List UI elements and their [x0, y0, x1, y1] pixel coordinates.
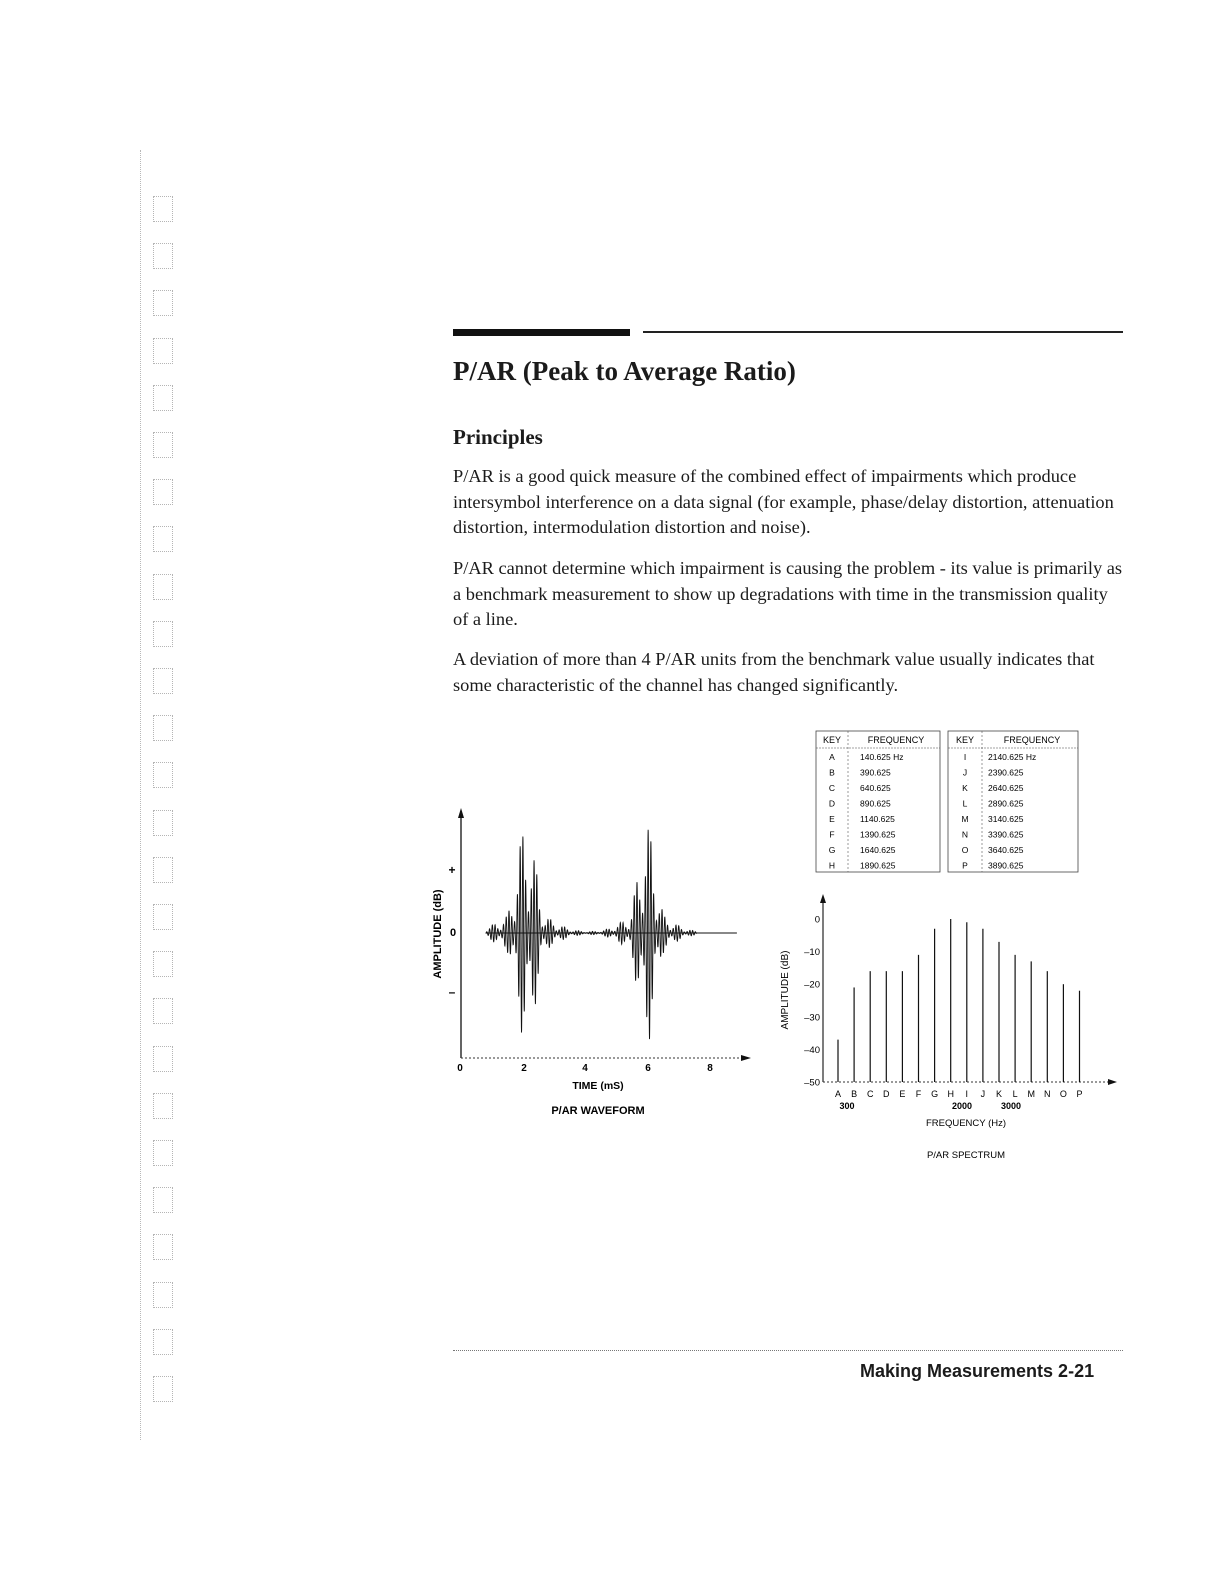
binder-hole	[153, 290, 173, 316]
frequency-cell: 390.625	[860, 767, 891, 778]
waveform-x-tick-0: 0	[457, 1063, 463, 1074]
binder-hole	[153, 1187, 173, 1213]
frequency-header-left: FREQUENCY	[867, 735, 925, 745]
waveform-x-tick-8: 8	[707, 1063, 713, 1074]
binder-hole	[153, 526, 173, 552]
binder-hole	[153, 715, 173, 741]
key-header-left: KEY	[822, 735, 842, 745]
spectrum-category-label: F	[915, 1089, 922, 1099]
heading-rule-thick	[453, 329, 630, 336]
spectrum-x-arrow	[1108, 1079, 1117, 1085]
frequency-cell: 3640.625	[988, 845, 1024, 855]
key-cell: C	[828, 783, 836, 793]
waveform-xlabel: TIME (mS)	[572, 1080, 624, 1092]
spectrum-category-label: H	[947, 1089, 954, 1099]
spectrum-y-tick: 0	[814, 914, 820, 926]
spectrum-category-label: I	[965, 1089, 969, 1099]
paragraph-1: P/AR is a good quick measure of the combined effect of impairments which produce intersymbol interference on a data signal (for example, phase/delay distortion, attenuation distortion, intermodulation distortion and noise).	[453, 466, 1114, 537]
binder-hole	[153, 857, 173, 883]
spectrum-category-label: B	[851, 1089, 858, 1099]
heading-rule-thin	[643, 331, 1123, 333]
key-cell: F	[829, 829, 835, 840]
spectrum-y-tick: –30	[804, 1012, 820, 1024]
frequency-cell: 3390.625	[988, 829, 1024, 840]
frequency-cell: 2890.625	[988, 798, 1024, 809]
key-cell: K	[962, 783, 968, 793]
waveform-x-arrow	[741, 1055, 751, 1061]
spectrum-title: P/AR SPECTRUM	[926, 1150, 1006, 1161]
frequency-cell: 3140.625	[988, 814, 1024, 824]
frequency-cell: 1140.625	[860, 814, 895, 824]
spectrum-y-tick: –20	[804, 979, 820, 991]
binder-hole	[153, 385, 173, 411]
spectrum-category-label: J	[980, 1089, 986, 1099]
spectrum-category-label: G	[931, 1089, 939, 1099]
binder-hole	[153, 1282, 173, 1308]
frequency-cell: 2390.625	[988, 767, 1024, 778]
key-cell: I	[963, 752, 967, 762]
waveform-x-tick-2: 2	[521, 1063, 527, 1074]
key-cell: J	[962, 767, 968, 778]
frequency-cell: 2640.625	[988, 783, 1024, 793]
binder-hole	[153, 810, 173, 836]
binder-hole	[153, 668, 173, 694]
spectrum-category-label: L	[1012, 1089, 1018, 1099]
binder-hole	[153, 1234, 173, 1260]
spectrum-category-label: E	[899, 1089, 906, 1099]
key-table	[812, 728, 1084, 878]
binder-hole	[153, 574, 173, 600]
key-cell: M	[961, 814, 969, 824]
spectrum-chart	[776, 890, 1121, 1172]
spectrum-category-label: M	[1027, 1089, 1035, 1099]
waveform-caption: P/AR WAVEFORM	[551, 1105, 645, 1117]
waveform-x-tick-6: 6	[645, 1063, 651, 1074]
paragraph-3: A deviation of more than 4 P/AR units from the benchmark value usually indicates that some characteristic of the channel has changed significantly.	[453, 649, 1095, 695]
frequency-cell: 3890.625	[988, 860, 1024, 871]
key-cell: L	[962, 798, 968, 809]
binder-hole	[153, 904, 173, 930]
binder-hole	[153, 1093, 173, 1119]
binder-hole	[153, 1376, 173, 1402]
waveform-trace	[486, 830, 737, 1039]
waveform-y-tick-plus: +	[448, 863, 456, 877]
frequency-cell: 140.625 Hz	[860, 752, 904, 762]
spectrum-freq-label-3000: 3000	[1000, 1101, 1022, 1111]
spectrum-category-label: N	[1044, 1089, 1051, 1099]
frequency-cell: 1390.625	[860, 829, 896, 840]
key-cell: G	[828, 845, 836, 855]
binder-hole	[153, 951, 173, 977]
frequency-cell: 1640.625	[860, 845, 896, 855]
key-cell: B	[829, 767, 835, 778]
key-cell: P	[962, 860, 968, 871]
spectrum-category-label: P	[1076, 1089, 1083, 1099]
key-cell: H	[828, 860, 836, 871]
waveform-figure	[425, 800, 765, 1125]
binder-hole	[153, 432, 173, 458]
spectrum-category-label: K	[995, 1089, 1003, 1099]
binder-hole	[153, 621, 173, 647]
binder-hole	[153, 196, 173, 222]
spectrum-category-label: A	[834, 1089, 842, 1099]
spectrum-y-arrow	[820, 894, 826, 903]
frequency-cell: 1890.625	[860, 860, 896, 871]
binder-hole	[153, 1329, 173, 1355]
waveform-y-arrow	[458, 808, 464, 818]
section-subtitle: Principles	[453, 425, 543, 449]
key-cell: A	[829, 752, 835, 762]
binder-margin-line	[140, 150, 141, 1440]
frequency-cell: 640.625	[860, 783, 891, 793]
binder-hole	[153, 1140, 173, 1166]
spectrum-category-label: C	[866, 1089, 874, 1099]
frequency-header-right: FREQUENCY	[1003, 735, 1061, 745]
waveform-ylabel: AMPLITUDE (dB)	[432, 889, 444, 979]
spectrum-xlabel: FREQUENCY (Hz)	[925, 1118, 1007, 1129]
waveform-x-tick-4: 4	[582, 1063, 588, 1074]
binder-hole	[153, 998, 173, 1024]
spectrum-y-tick: –10	[804, 947, 820, 959]
binder-hole	[153, 338, 173, 364]
waveform-y-tick-minus: –	[448, 985, 456, 999]
spectrum-category-label: O	[1059, 1089, 1067, 1099]
spectrum-y-tick: –50	[804, 1077, 820, 1089]
spectrum-freq-label-2000: 2000	[951, 1101, 973, 1111]
key-cell: O	[961, 845, 969, 855]
spectrum-freq-label-300: 300	[839, 1101, 855, 1111]
binder-hole	[153, 762, 173, 788]
page-footer: Making Measurements 2-21	[860, 1361, 1095, 1381]
frequency-cell: 2140.625 Hz	[988, 752, 1037, 762]
key-cell: D	[828, 798, 836, 809]
spectrum-category-label: D	[883, 1089, 890, 1099]
key-cell: N	[961, 829, 969, 840]
key-cell: E	[829, 814, 835, 824]
spectrum-y-tick: –40	[804, 1044, 820, 1056]
waveform-y-tick-zero: 0	[449, 927, 457, 939]
binder-hole	[153, 243, 173, 269]
key-header-right: KEY	[955, 735, 975, 745]
waveform-path	[486, 830, 697, 1039]
paragraph-2: P/AR cannot determine which impairment is causing the problem - its value is primarily as a benchmark measurement to show up degradations with time in the transmission quality of a line.	[453, 558, 1123, 629]
frequency-cell: 890.625	[860, 798, 891, 809]
binder-hole	[153, 1046, 173, 1072]
binder-hole	[153, 479, 173, 505]
spectrum-ylabel: AMPLITUDE (dB)	[780, 950, 791, 1030]
section-title: P/AR (Peak to Average Ratio)	[453, 356, 796, 386]
footer-rule	[453, 1350, 1123, 1351]
